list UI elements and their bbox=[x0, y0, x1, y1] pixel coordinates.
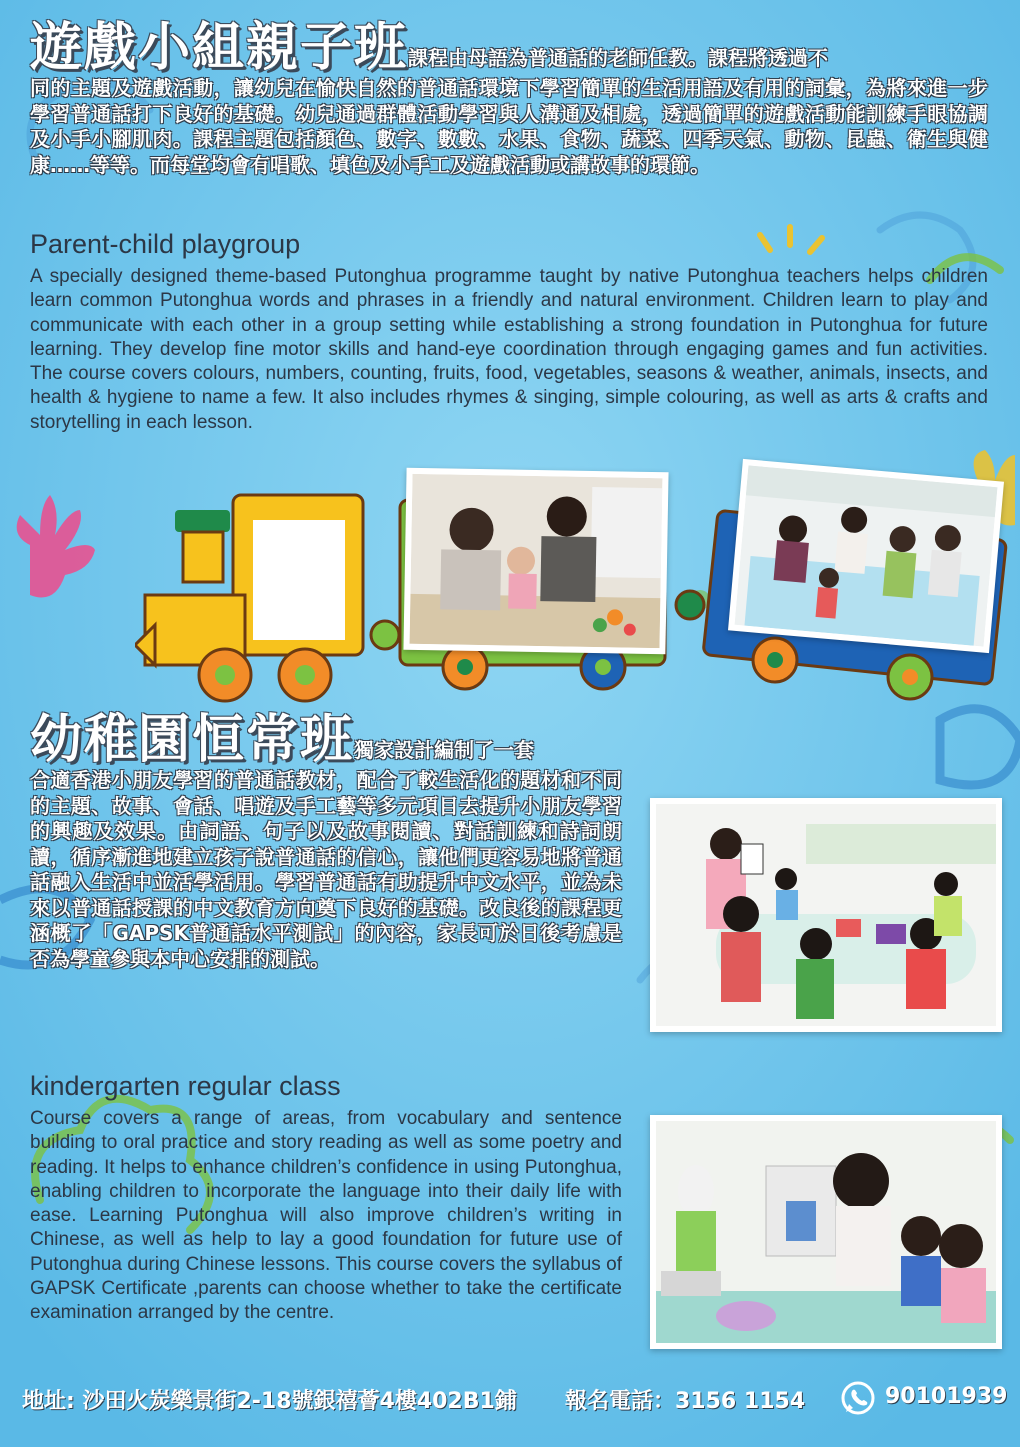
footer-address: 地址: 沙田火炭樂景街2-18號銀禧薈4樓402B1鋪 bbox=[22, 1389, 517, 1414]
section-kindergarten bbox=[30, 710, 630, 770]
section2-title-zh: 幼稚園恒常班 bbox=[30, 710, 355, 770]
photo-playgroup-1 bbox=[403, 468, 668, 655]
train-engine-icon bbox=[135, 495, 363, 701]
footer-whatsapp[interactable]: 90101939 bbox=[885, 1384, 1008, 1409]
section2-intro-zh: 獨家設計編制了一套 bbox=[354, 738, 535, 762]
photo-kindergarten-1 bbox=[650, 798, 1002, 1032]
whatsapp-icon bbox=[840, 1380, 876, 1416]
section-playgroup bbox=[30, 18, 995, 78]
section-body-zh: 同的主題及遊戲活動，讓幼兒在愉快自然的普通話環境下學習簡單的生活用語及有用的詞彙，為將來進一步學習普通話打下良好的基礎。幼兒通過群體活動學習與人溝通及相處，透過簡單的遊戲活動能訓練手眼協調及小手小腳肌肉。課程主題包括顏色、數字、數數、水果、食物、蔬菜、四季天氣、動物、昆蟲、衛生與健康……等等。而每堂均會有唱歌、填色及小手工及遊戲活動或講故事的環節。 bbox=[30, 76, 988, 177]
photo-playgroup-2 bbox=[728, 459, 1004, 653]
section2-body-zh: 合適香港小朋友學習的普通話教材，配合了較生活化的題材和不同的主題、故事、會話、唱遊及手工藝等多元項目去提升小朋友學習的興趣及效果。由詞語、句子以及故事閱讀、對話訓練和詩詞朗讀，循序漸進地建立孩子說普通話的信心，讓他們更容易地將普通話融入生活中並活學活用。學習普通話有助提升中文水平，並為未來以普通話授課的中文教育方向奠下良好的基礎。改良後的課程更涵概了「GAPSK普通話水平測試」的內容，家長可於日後考慮是否為學童參與本中心安排的測試。 bbox=[30, 768, 622, 971]
section2-body-en: Course covers a range of areas, from vocabulary and sentence building to oral practice and story reading as well as some poetry and reading. It helps to enhance children’s confidence in using Putonghua, enabling children to incorporate the language into their daily life with ease. Learning Putonghua will also improve children’s writing in Chinese, as well as help to lay a good foundation for future use of Putonghua during Chinese lessons. This course covers the syllabus of GAPSK Certificate ,parents can choose whether to take the certificate examination arranged by the centre. bbox=[30, 1108, 622, 1324]
section-title-zh: 遊戲小組親子班 bbox=[30, 18, 409, 78]
section-title-en: Parent-child playgroup bbox=[30, 229, 301, 259]
photo-kindergarten-2 bbox=[650, 1115, 1002, 1349]
footer bbox=[0, 1380, 1020, 1420]
footer-phone[interactable]: 報名電話：3156 1154 bbox=[565, 1389, 806, 1414]
section2-title-en: kindergarten regular class bbox=[30, 1071, 341, 1101]
section-body-en: A specially designed theme-based Putonghua programme taught by native Putonghua teachers helps children learn common Putonghua words and phrases in a friendly and natural environment. Children learn to play and communicate with each other in a group setting while establishing a strong foundation in Putonghua for future learning. They develop fine motor skills and hand-eye coordination through engaging games and fun activities. The course covers colours, numbers, counting, fruits, food, vegetables, seasons & weather, animals, insects, and health & hygiene to name a few. It also includes rhymes & singing, simple colouring, as well as arts & crafts and storytelling in each lesson. bbox=[30, 266, 988, 433]
section-intro-zh: 課程由母語為普通話的老師任教。課程將透過不 bbox=[408, 46, 829, 70]
